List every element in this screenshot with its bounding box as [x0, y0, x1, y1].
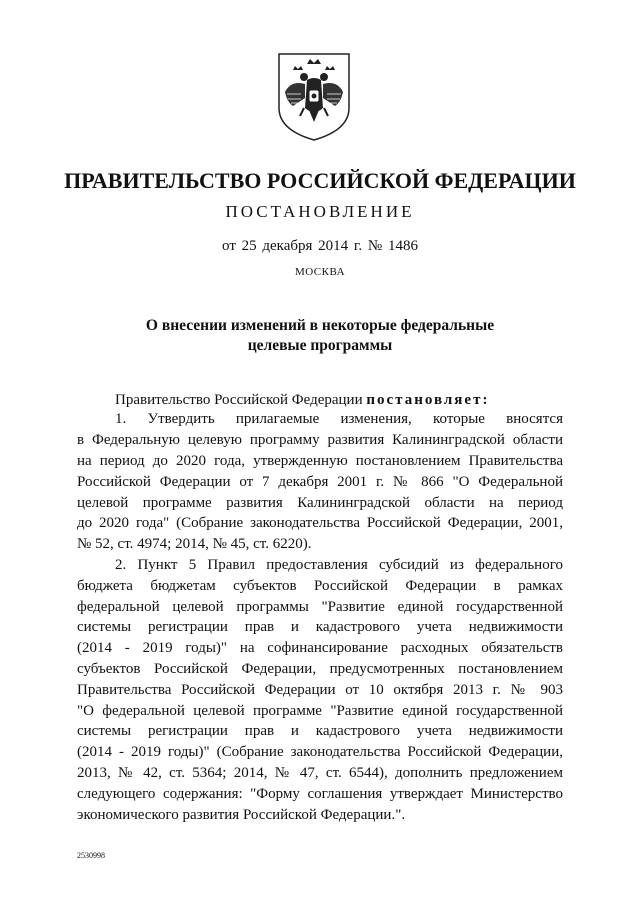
- city: МОСКВА: [294, 266, 346, 278]
- body-line: № 52, ст. 4974; 2014, № 45, ст. 6220).: [77, 536, 312, 552]
- body-line: бюджета бюджетам субъектов Российской Федерации в рамках: [77, 578, 563, 594]
- intro-line: [77, 391, 563, 410]
- body-line: федеральной целевой программы "Развитие единой государственной: [77, 599, 563, 615]
- body-line: в Федеральную целевую программу развития Калининградской области: [77, 432, 563, 448]
- document-code: 2530998: [77, 851, 105, 860]
- title-line-2: целевые программы: [247, 337, 393, 354]
- body-line: Правительства Российской Федерации от 10 октября 2013 г. № 903: [77, 682, 563, 698]
- title-line-1: О внесении изменений в некоторые федеральные: [145, 317, 495, 334]
- body-line: системы регистрации прав и кадастрового учета недвижимости: [77, 619, 563, 635]
- body-line: экономического развития Российской Федерации.".: [77, 807, 406, 823]
- date-and-number: от 25 декабря 2014 г. № 1486: [222, 238, 418, 254]
- body-line: Российской Федерации от 7 декабря 2001 г. № 866 "О Федеральной: [77, 474, 563, 490]
- body-line: (2014 - 2019 годы)" на софинансирование расходных обязательств: [77, 640, 563, 656]
- document-title: [0, 316, 640, 356]
- intro-decree-word: постановляет:: [366, 392, 490, 408]
- organization-title: ПРАВИТЕЛЬСТВО РОССИЙСКОЙ ФЕДЕРАЦИИ: [64, 168, 576, 193]
- coat-of-arms-icon: [271, 50, 357, 142]
- body-line: на период до 2020 года, утвержденную постановлением Правительства: [77, 453, 563, 469]
- body-line: 2013, № 42, ст. 5364; 2014, № 47, ст. 6544), дополнить предложением: [77, 765, 563, 781]
- body-line: субъектов Российской Федерации, предусмотренных постановлением: [77, 661, 563, 677]
- body-line: "О федеральной целевой программе "Развитие единой государственной: [77, 703, 563, 719]
- body-line: 2. Пункт 5 Правил предоставления субсидий из федерального: [115, 557, 563, 573]
- body-line: следующего содержания: "Форму соглашения утверждает Министерство: [77, 786, 563, 802]
- body-line: 1. Утвердить прилагаемые изменения, которые вносятся: [115, 411, 563, 427]
- document-type: ПОСТАНОВЛЕНИЕ: [225, 202, 415, 221]
- body-line: до 2020 года" (Собрание законодательства Российской Федерации, 2001,: [77, 515, 563, 531]
- body-line: целевой программе развития Калининградской области на период: [77, 495, 563, 511]
- intro-prefix: Правительство Российской Федерации: [115, 392, 367, 408]
- body-line: системы регистрации прав и кадастрового учета недвижимости: [77, 723, 563, 739]
- body-line: (2014 - 2019 годы)" (Собрание законодательства Российской Федерации,: [77, 744, 563, 760]
